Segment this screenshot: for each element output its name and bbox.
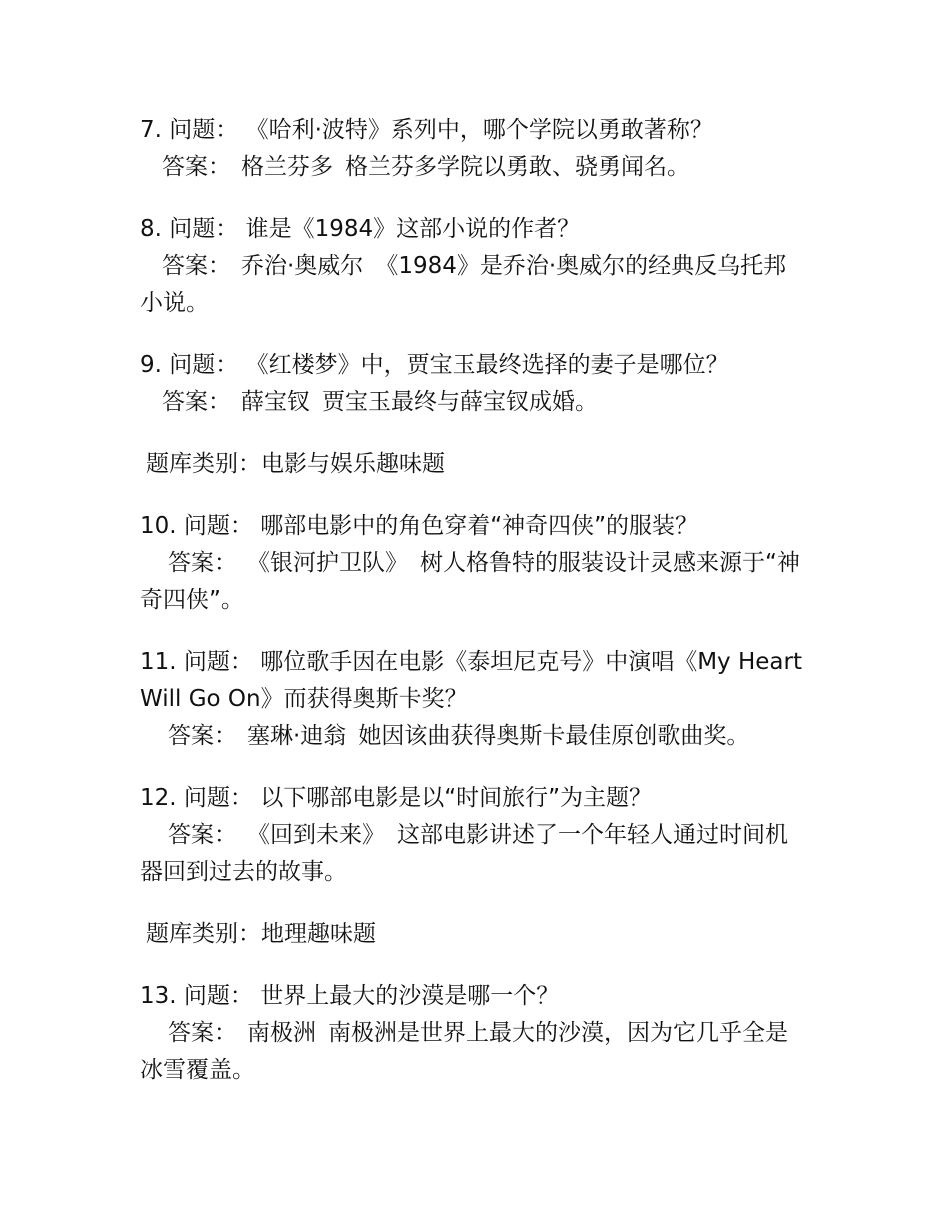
- answer-explanation: 树人格鲁特的服装设计灵感来源于“神奇四侠”。: [140, 550, 800, 613]
- question-number: 10.: [140, 513, 177, 539]
- question-line: [140, 347, 808, 384]
- answer-text: 《银河护卫队》: [247, 550, 408, 576]
- question-text: 哪位歌手因在电影《泰坦尼克号》中演唱《My Heart Will Go On》而获得奥斯卡奖？: [140, 649, 802, 712]
- answer-explanation: 这部电影讲述了一个年轻人通过时间机器回到过去的故事。: [140, 822, 788, 885]
- qa-item-9: [140, 347, 808, 421]
- qa-item-12: [140, 780, 808, 891]
- answer-explanation: 南极洲是世界上最大的沙漠，因为它几乎全是冰雪覆盖。: [140, 1020, 788, 1083]
- question-text: 以下哪部电影是以“时间旅行”为主题？: [260, 785, 653, 811]
- question-label: 问题：: [169, 117, 239, 143]
- question-line: [140, 644, 808, 718]
- question-line: [140, 508, 808, 545]
- question-text: 谁是《1984》这部小说的作者？: [245, 216, 581, 242]
- answer-label: 答案：: [168, 1020, 237, 1046]
- answer-text: 乔治·奥威尔: [241, 253, 364, 279]
- answer-line: [140, 248, 808, 322]
- question-number: 7.: [140, 117, 162, 143]
- document-page: [140, 112, 808, 1114]
- question-line: [140, 211, 808, 248]
- answer-label: 答案：: [168, 822, 237, 848]
- question-number: 8.: [140, 216, 162, 242]
- qa-item-8: [140, 211, 808, 322]
- answer-line: [140, 545, 808, 619]
- answer-text: 塞琳·迪翁: [247, 723, 347, 749]
- question-number: 11.: [140, 649, 177, 675]
- question-label: 问题：: [169, 352, 239, 378]
- answer-label: 答案：: [162, 253, 231, 279]
- answer-line: [140, 1015, 808, 1089]
- question-number: 13.: [140, 983, 177, 1009]
- answer-text: 《回到未来》: [247, 822, 385, 848]
- qa-item-7: [140, 112, 808, 186]
- question-label: 问题：: [183, 513, 253, 539]
- question-line: [140, 112, 808, 149]
- question-number: 12.: [140, 785, 177, 811]
- question-label: 问题：: [183, 649, 253, 675]
- answer-explanation: 她因该曲获得奥斯卡最佳原创歌曲奖。: [358, 723, 750, 749]
- qa-item-13: [140, 978, 808, 1089]
- question-line: [140, 780, 808, 817]
- answer-explanation: 格兰芬多学院以勇敢、骁勇闻名。: [345, 154, 690, 180]
- answer-text: 格兰芬多: [241, 154, 333, 180]
- answer-line: [140, 718, 808, 755]
- question-text: 哪部电影中的角色穿着“神奇四侠”的服装？: [260, 513, 699, 539]
- question-label: 问题：: [183, 785, 253, 811]
- answer-line: [140, 384, 808, 421]
- question-text: 世界上最大的沙漠是哪一个？: [260, 983, 560, 1009]
- qa-item-10: [140, 508, 808, 619]
- answer-label: 答案：: [168, 723, 237, 749]
- question-text: 《红楼梦》中，贾宝玉最终选择的妻子是哪位？: [245, 352, 729, 378]
- question-number: 9.: [140, 352, 162, 378]
- answer-label: 答案：: [162, 154, 231, 180]
- category-heading-film: 题库类别：电影与娱乐趣味题: [146, 451, 445, 477]
- answer-text: 薛宝钗: [241, 389, 310, 415]
- question-line: [140, 978, 808, 1015]
- answer-text: 南极洲: [247, 1020, 316, 1046]
- answer-label: 答案：: [162, 389, 231, 415]
- qa-item-11: [140, 644, 808, 755]
- answer-explanation: 贾宝玉最终与薛宝钗成婚。: [322, 389, 598, 415]
- category-heading-geography: 题库类别：地理趣味题: [146, 921, 376, 947]
- answer-line: [140, 149, 808, 186]
- answer-line: [140, 817, 808, 891]
- question-label: 问题：: [183, 983, 253, 1009]
- question-label: 问题：: [169, 216, 239, 242]
- answer-label: 答案：: [168, 550, 237, 576]
- question-text: 《哈利·波特》系列中，哪个学院以勇敢著称？: [245, 117, 713, 143]
- answer-explanation: 《1984》是乔治·奥威尔的经典反乌托邦小说。: [140, 253, 787, 316]
